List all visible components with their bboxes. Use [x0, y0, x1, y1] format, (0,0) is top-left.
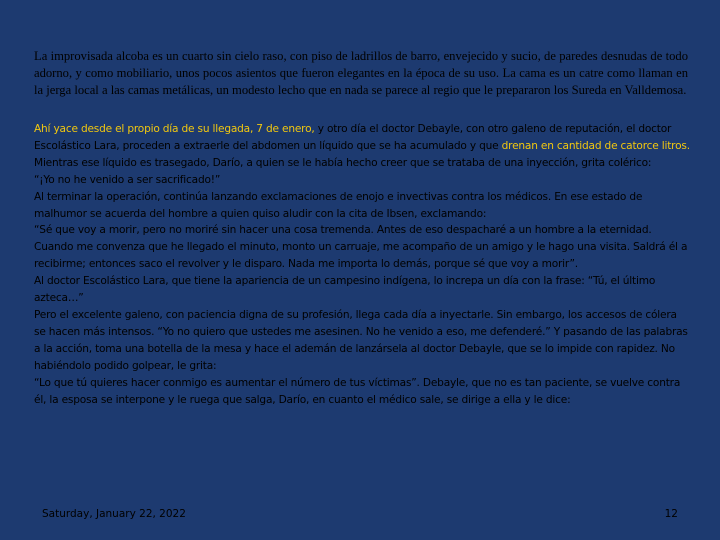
- footer-date: Saturday, January 22, 2022: [42, 508, 186, 520]
- quote-sacrificed: “¡Yo no he venido a ser sacrificado!”: [34, 173, 221, 186]
- paragraph-anger: Al terminar la operación, continúa lanzando exclamaciones de enojo e invectivas contra los médicos. En ese estado de malhumor se acuerda del hombre a quien quiso aludir con la cita de Ibsen, exclamando:: [34, 190, 643, 220]
- paragraph-lara: Al doctor Escolástico Lara, que tiene la apariencia de un campesino indígena, lo increpa un día con la frase: “Tú, el último azteca…”: [34, 275, 656, 305]
- intro-paragraph: La improvisada alcoba es un cuarto sin cielo raso, con piso de ladrillos de barro, envejecido y sucio, de paredes desnudas de todo adorno, y como mobiliario, unos pocos asientos que fueron elegantes en la época de su uso. La cama es un catre como llaman en la jerga local a las camas metálicas, un modesto lecho que en nada se parece al regio que le prepararon los Sureda en Valldemosa.: [34, 49, 688, 97]
- paragraph-arrival: [34, 121, 690, 172]
- body-text: [34, 121, 690, 408]
- highlight-drained-liters: drenan en cantidad de catorce litros.: [501, 139, 690, 152]
- paragraph-arrival-text: y otro día el doctor Debayle, con otro galeno de reputación, el doctor Escolástico Lara, proceden a extraerle del abdomen un líquido que se ha acumulado y que: [34, 123, 672, 152]
- paragraph-victims: “Lo que tú quieres hacer conmigo es aumentar el número de tus víctimas”. Debayle, que no es tan paciente, se vuelve contra él, la esposa se interpone y le ruega que salga, Darío, en cuanto el médico sale, se dirige a ella y le dice:: [34, 376, 681, 406]
- page-number: 12: [664, 508, 678, 520]
- paragraph-injections: Pero el excelente galeno, con paciencia digna de su profesión, llega cada día a inyectarle. Sin embargo, los accesos de cólera se hacen más intensos. “Yo no quiero que ustedes me asesinen. No he venido a eso, me defenderé.” Y pasando de las palabras a la acción, toma una botella de la mesa y hace el ademán de lanzársela al doctor Debayle, que se lo impide con rapidez. No habiéndolo podido golpear, le grita:: [34, 308, 688, 372]
- paragraph-arrival-text-end: Mientras ese líquido es trasegado, Darío, a quien se le había hecho creer que se trataba de una inyección, grita colérico:: [34, 156, 652, 169]
- quote-die: “Sé que voy a morir, pero no moriré sin hacer una cosa tremenda. Antes de eso despacharé a un hombre a la eternidad. Cuando me convenza que he llegado el minuto, monto un carruaje, me acompaño de un amigo y le hago una visita. Saldrá él a recibirme; entonces saco el revolver y le disparo. Nada me importa lo demás, porque sé que voy a morir”.: [34, 224, 688, 271]
- highlight-arrival-date: Ahí yace desde el propio día de su llegada, 7 de enero,: [34, 123, 315, 135]
